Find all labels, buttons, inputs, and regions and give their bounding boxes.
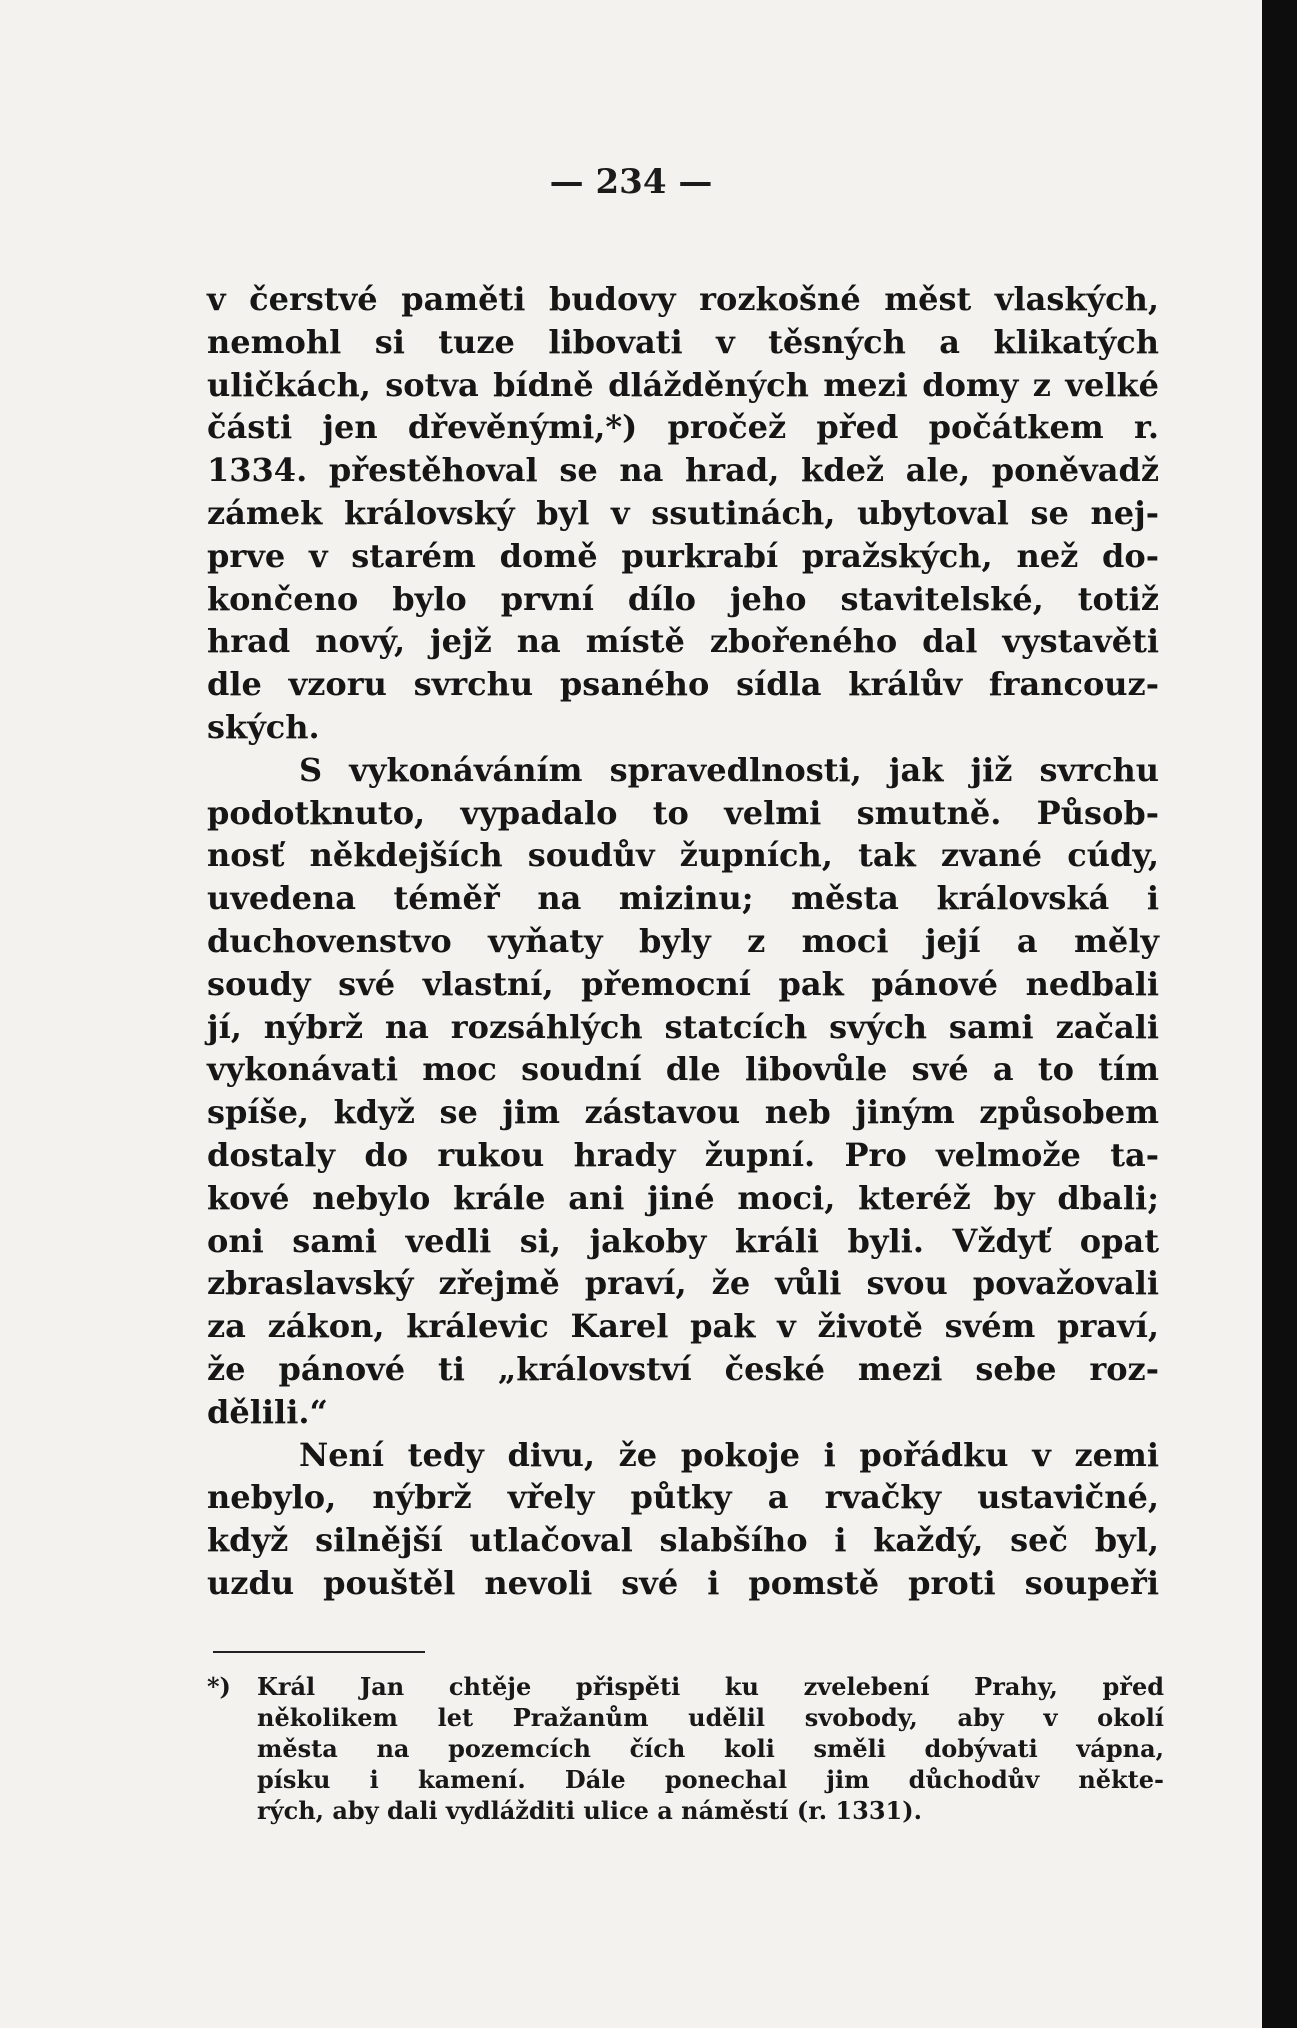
text-line: uzdu pouštěl nevoli své i pomstě proti soupeři xyxy=(207,1563,1159,1602)
text-line: dle vzoru svrchu psaného sídla králův francouz- xyxy=(207,665,1159,704)
text-line: hrad nový, jejž na místě zbořeného dal vystavěti xyxy=(207,622,1159,661)
footnote-divider xyxy=(213,1651,425,1653)
text-line: duchovenstvo vyňaty byly z moci její a měly xyxy=(207,921,1159,960)
text-line: když silnější utlačoval slabšího i každý, seč byl, xyxy=(207,1521,1159,1560)
text-line: v čerstvé paměti budovy rozkošné měst vlaských, xyxy=(207,280,1159,318)
footnote-line: písku i kamení. Dále ponechal jim důchodův někte- xyxy=(257,1765,1164,1794)
text-line: nemohl si tuze libovati v těsných a klikatých xyxy=(207,322,1159,361)
footnote xyxy=(207,1671,1164,1826)
text-line: kové nebylo krále ani jiné moci, kteréž by dbali; xyxy=(207,1178,1159,1217)
footnote-line: města na pozemcích čích koli směli dobývati vápna, xyxy=(257,1734,1164,1763)
text-line: za zákon, králevic Karel pak v životě svém praví, xyxy=(207,1307,1159,1346)
text-line: dělili.“ xyxy=(207,1392,328,1431)
text-line: části jen dřevěnými,*) pročež před počátkem r. xyxy=(207,408,1159,447)
footnote-line: Král Jan chtěje přispěti ku zvelebení Prahy, před xyxy=(257,1672,1164,1701)
text-line: uličkách, sotva bídně dlážděných mezi domy z velké xyxy=(207,365,1159,404)
text-line: uvedena téměř na mizinu; města královská i xyxy=(207,879,1159,918)
text-line: soudy své vlastní, přemocní pak pánové nedbali xyxy=(207,964,1159,1003)
text-line: jí, nýbrž na rozsáhlých statcích svých sami začali xyxy=(207,1007,1159,1046)
text-line: oni sami vedli si, jakoby králi byli. Vždyť opat xyxy=(207,1221,1159,1260)
text-line: spíše, když se jim zástavou neb jiným způsobem xyxy=(207,1093,1159,1132)
footnote-line: několikem let Pražanům udělil svobody, aby v okolí xyxy=(257,1703,1164,1732)
text-line: dostaly do rukou hrady župní. Pro velmože ta- xyxy=(207,1135,1159,1174)
footnote-line: rých, aby dali vydlážditi ulice a náměstí (r. 1331). xyxy=(257,1796,922,1825)
scan-edge xyxy=(1262,0,1297,2028)
text-line: nosť někdejších soudův župních, tak zvané cúdy, xyxy=(207,836,1159,875)
text-line: že pánové ti „království české mezi sebe roz- xyxy=(207,1349,1159,1388)
text-line: ských. xyxy=(207,707,320,746)
text-line: končeno bylo první dílo jeho stavitelské, totiž xyxy=(207,579,1159,618)
text-line: zbraslavský zřejmě praví, že vůli svou považovali xyxy=(207,1264,1159,1303)
text-line: 1334. přestěhoval se na hrad, kdež ale, poněvadž xyxy=(207,451,1159,490)
footnote-marker: *) xyxy=(207,1672,231,1701)
text-line: vykonávati moc soudní dle libovůle své a to tím xyxy=(207,1050,1159,1089)
text-line: zámek královský byl v ssutinách, ubytoval se nej- xyxy=(207,493,1159,532)
body-text xyxy=(207,278,1159,1605)
paragraph-start-line: Není tedy divu, že pokoje i pořádku v zemi xyxy=(299,1435,1159,1474)
text-line: prve v starém domě purkrabí pražských, než do- xyxy=(207,536,1159,575)
text-line: nebylo, nýbrž vřely půtky a rvačky ustavičné, xyxy=(207,1478,1159,1517)
text-line: podotknuto, vypadalo to velmi smutně. Působ- xyxy=(207,793,1159,832)
paragraph-start-line: S vykonáváním spravedlnosti, jak již svrchu xyxy=(299,750,1159,789)
page-number: — 234 — xyxy=(549,162,713,202)
